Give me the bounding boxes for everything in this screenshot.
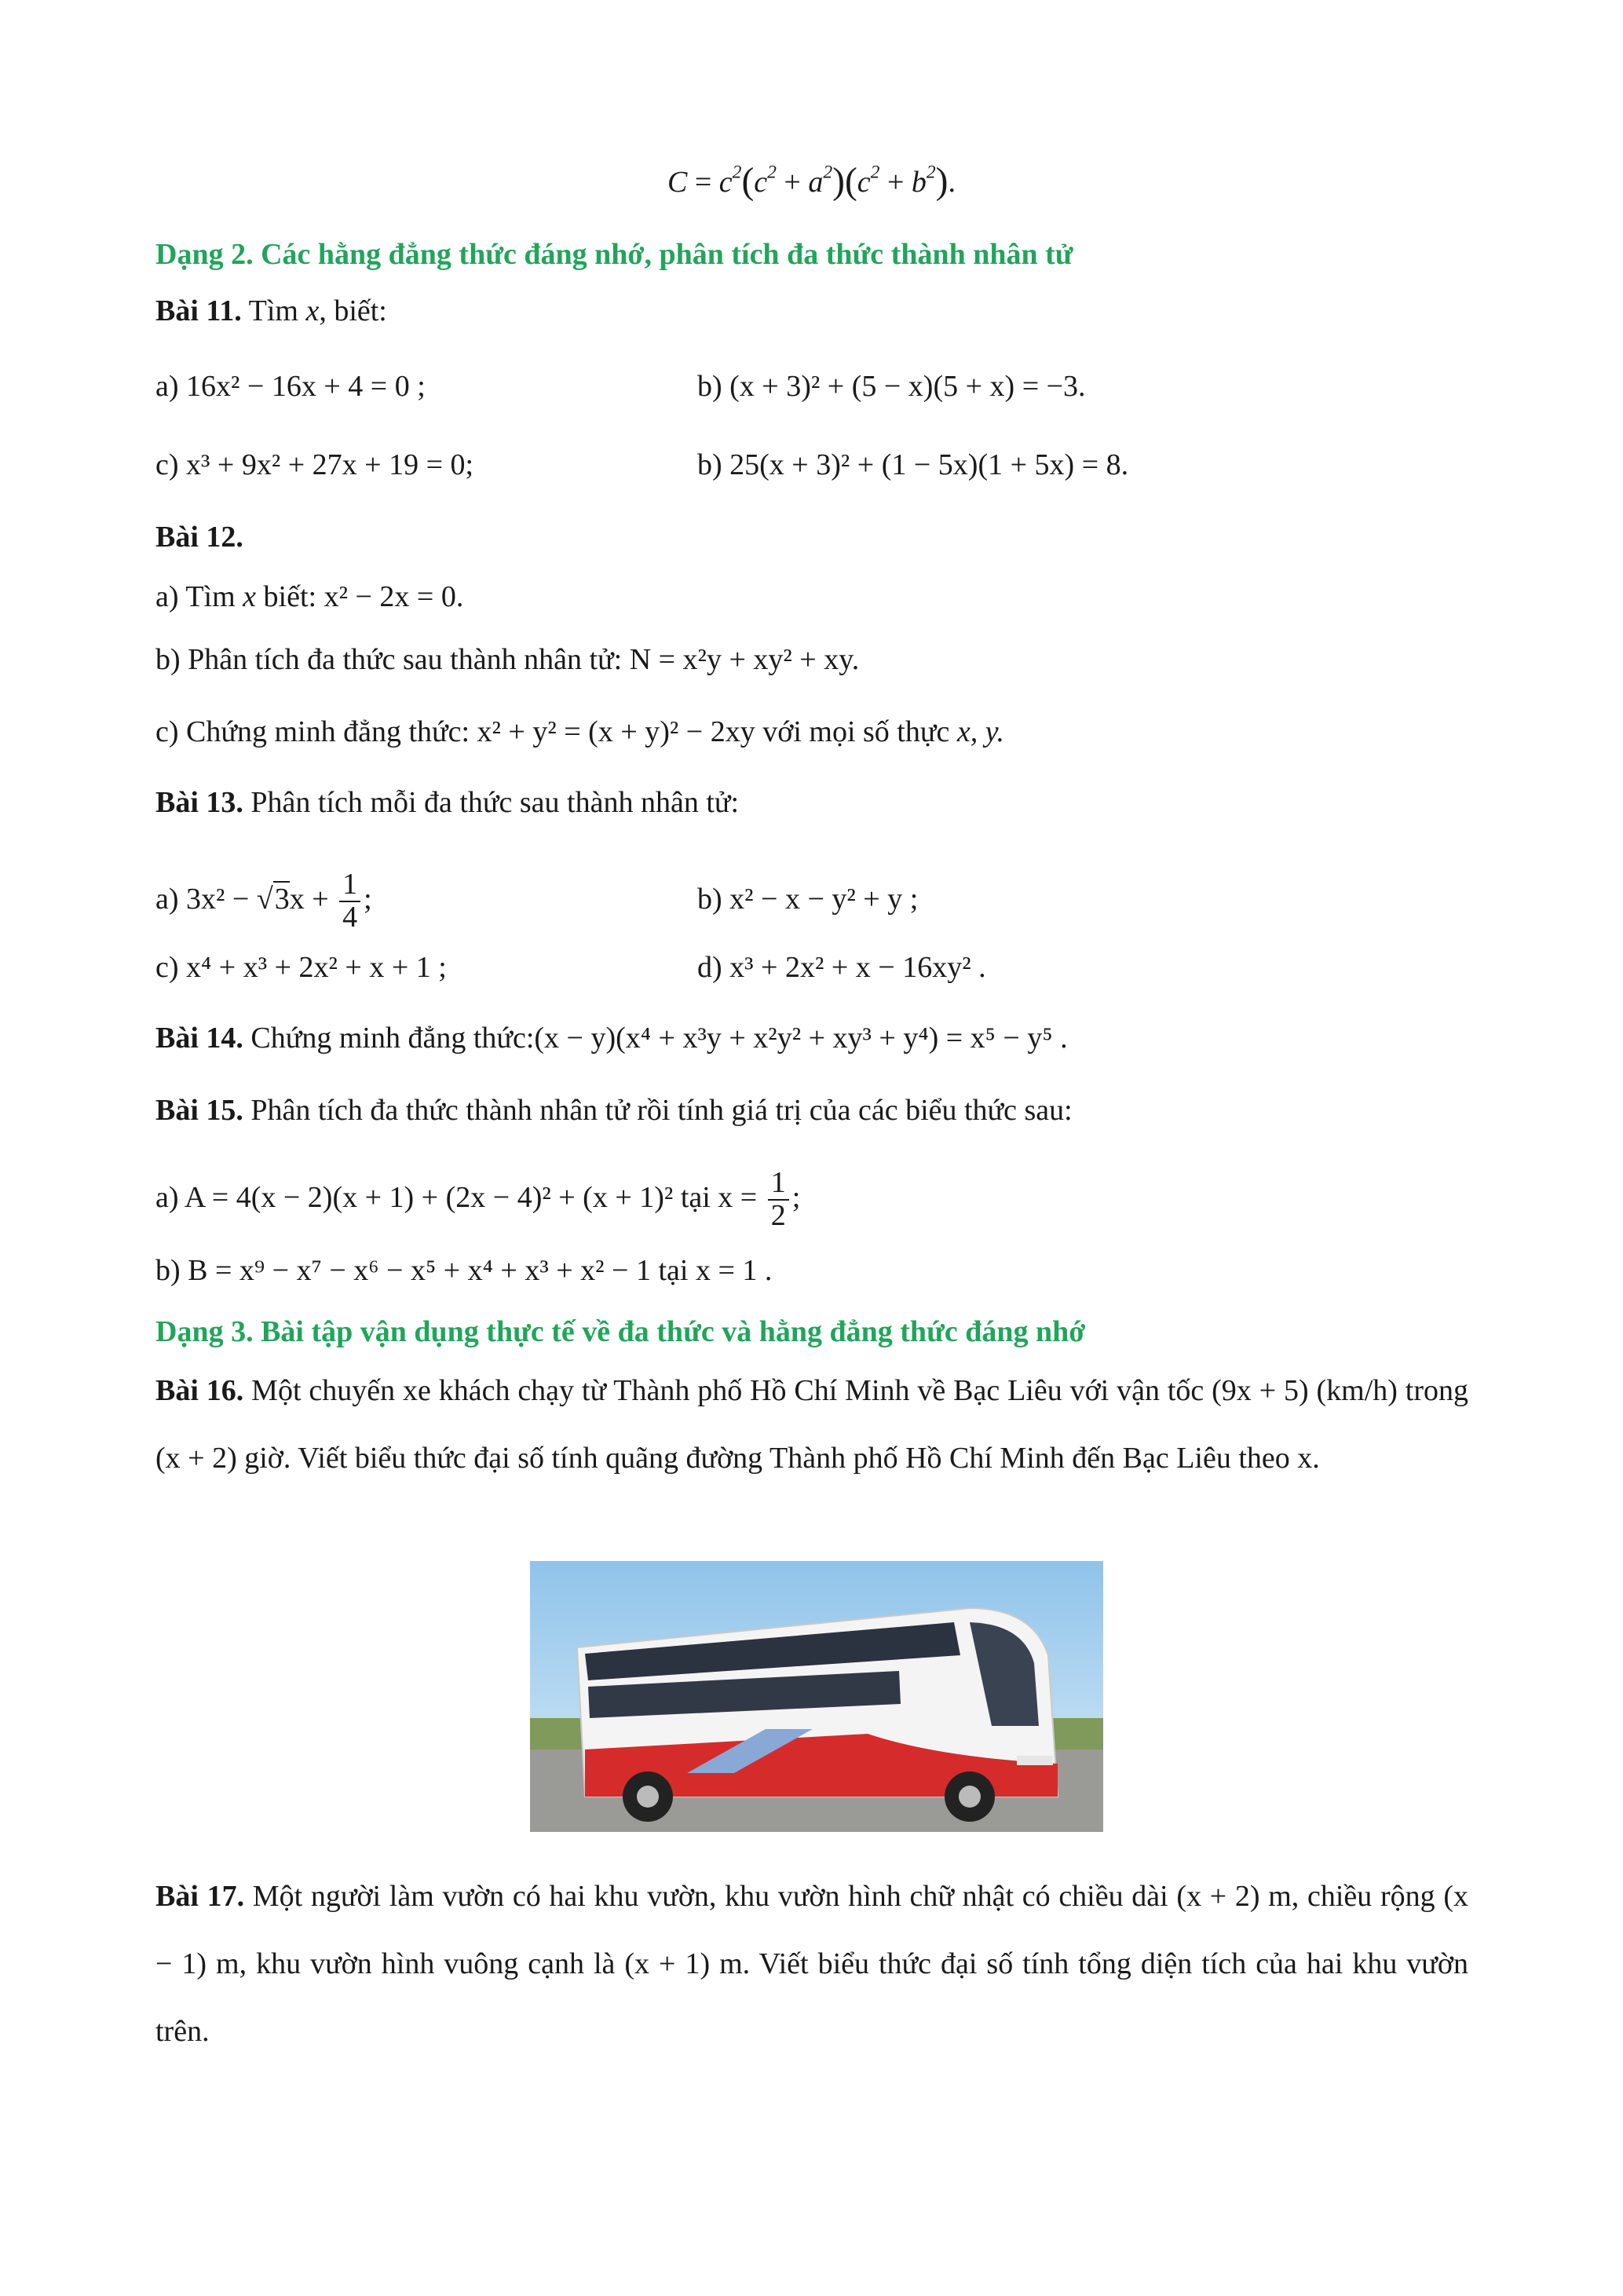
exercise-13-b: b) x² − x − y² + y ; — [697, 883, 919, 916]
exercise-13-c: c) x⁴ + x³ + 2x² + x + 1 ; — [155, 951, 447, 984]
exercise-label: Bài 11. — [155, 294, 242, 327]
section-heading-dang3: Dạng 3. Bài tập vận dụng thực tế về đa thức và hằng đẳng thức đáng nhớ — [155, 1315, 1086, 1348]
exercise-11-b: b) (x + 3)² + (5 − x)(5 + x) = −3. — [697, 370, 1086, 403]
exercise-11-row-2 — [155, 446, 1129, 484]
exercise-12-b: b) Phân tích đa thức sau thành nhân tử: N = x²y + xy² + xy. — [155, 643, 860, 676]
exercise-11-row-1 — [155, 367, 1086, 405]
exercise-label: Bài 13. — [155, 786, 243, 819]
exercise-15-header: Bài 15. Phân tích đa thức thành nhân tử rồi tính giá trị của các biểu thức sau: — [155, 1094, 1073, 1127]
exercise-15-a: a) A = 4(x − 2)(x + 1) + (2x − 4)² + (x + 1)² tại x = $\frac{1}{2}$ ; — [155, 1166, 801, 1233]
exercise-12-c: c) Chứng minh đẳng thức: x² + y² = (x + y)² − 2xy với mọi số thực x, y. — [155, 715, 1004, 748]
exercise-label: Bài 16. — [155, 1374, 244, 1407]
exercise-13-row-2 — [155, 949, 986, 986]
exercise-13-d: d) x³ + 2x² + x − 16xy² . — [697, 951, 986, 984]
section-heading-dang2: Dạng 2. Các hằng đẳng thức đáng nhớ, phân tích đa thức thành nhân tử — [155, 238, 1073, 271]
exercise-13-a: a) 3x² − √3x + $\frac{1}{4}$ ; — [155, 868, 372, 934]
exercise-11-a: a) 16x² − 16x + 4 = 0 ; — [155, 370, 426, 403]
bus-photo — [530, 1561, 1103, 1832]
exercise-11-header: Bài 11. Tìm x, biết: — [155, 294, 387, 327]
fraction: $\frac{1}{4}$ — [339, 869, 360, 934]
exercise-15-b: b) B = x⁹ − x⁷ − x⁶ − x⁵ + x⁴ + x³ + x² − 1 tại x = 1 . — [155, 1254, 773, 1287]
exercise-13-header: Bài 13. Phân tích mỗi đa thức sau thành nhân tử: — [155, 786, 740, 819]
fraction: $\frac{1}{2}$ — [768, 1168, 789, 1232]
exercise-12-label: Bài 12. — [155, 521, 243, 554]
exercise-12-a: a) Tìm x biết: x² − 2x = 0. — [155, 580, 464, 613]
exercise-label: Bài 15. — [155, 1094, 243, 1127]
exercise-label: Bài 17. — [155, 1880, 245, 1913]
exercise-13-row-1 — [155, 856, 919, 942]
formula-C: $C = c^2(c^2 + a^2)(c^2 + b^2)$. — [667, 160, 956, 202]
top-formula — [0, 160, 1623, 202]
exercise-14: Bài 14. Chứng minh đẳng thức:(x − y)(x⁴ + x³y + x²y² + xy³ + y⁴) = x⁵ − y⁵ . — [155, 1022, 1068, 1055]
bus-illustration — [530, 1561, 1103, 1832]
exercise-11-c: c) x³ + 9x² + 27x + 19 = 0; — [155, 448, 474, 481]
exercise-label: Bài 14. — [155, 1022, 243, 1055]
sqrt-symbol: √3 — [256, 883, 290, 916]
exercise-16: Bài 16. Một chuyến xe khách chạy từ Thành phố Hồ Chí Minh về Bạc Liêu với vận tốc (9x + 5) (km/h) trong (x + 2) giờ. Viết biểu thức đại số tính quãng đường Thành phố Hồ Chí Minh đến Bạc Liêu theo x. — [155, 1374, 1468, 1475]
exercise-11-d: b) 25(x + 3)² + (1 − 5x)(1 + 5x) = 8. — [697, 448, 1129, 481]
exercise-17: Bài 17. Một người làm vườn có hai khu vườn, khu vườn hình chữ nhật có chiều dài (x + 2) m, chiều rộng (x − 1) m, khu vườn hình vuông cạnh là (x + 1) m. Viết biểu thức đại số tính tổng diện tích của hai khu vườn trên. — [155, 1880, 1469, 2048]
